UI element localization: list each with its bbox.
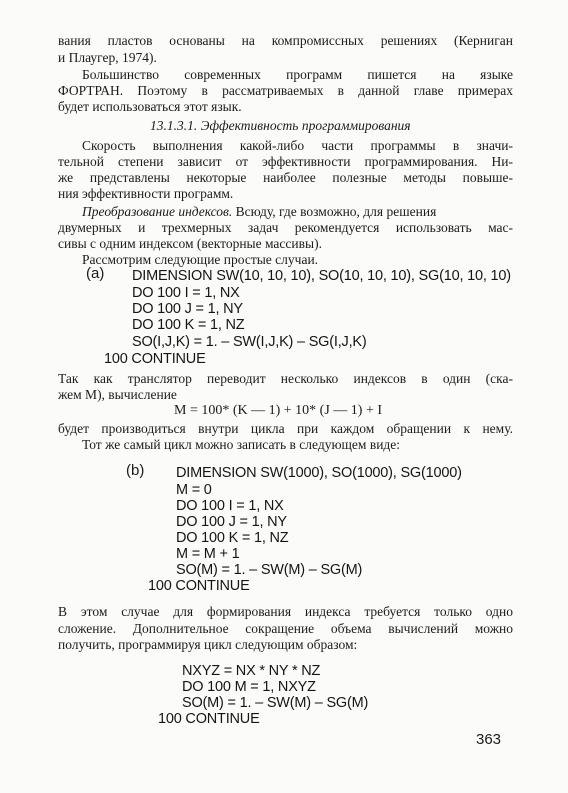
text-line: получить, программируя цикл следующим образом: bbox=[58, 637, 358, 652]
code-line: 100 CONTINUE bbox=[158, 711, 260, 727]
text-line: Скорость выполнения какой-либо части программы в значи- bbox=[82, 138, 513, 153]
code-line: DO 100 K = 1, NZ bbox=[176, 530, 289, 546]
text-line: ния эффективности программ. bbox=[58, 186, 234, 201]
code-line: M = M + 1 bbox=[176, 546, 240, 562]
text-line: В этом случае для формирования индекса требуется только одно bbox=[58, 604, 513, 619]
text-line: сложение. Дополнительное сокращение объема вычислений можно bbox=[58, 621, 513, 636]
text-line: ФОРТРАН. Поэтому в рассматриваемых в данной главе примерах bbox=[58, 83, 513, 98]
text-line: вания пластов основаны на компромиссных решениях (Керниган bbox=[58, 33, 513, 48]
text-line: будет использоваться этот язык. bbox=[58, 99, 242, 114]
code-line: DIMENSION SW(10, 10, 10), SO(10, 10, 10), SG(10, 10, 10) bbox=[132, 268, 511, 284]
code-line: M = 0 bbox=[176, 482, 212, 498]
code-line: DO 100 J = 1, NY bbox=[176, 514, 287, 530]
page-number: 363 bbox=[476, 731, 502, 748]
text-line: жем M), вычисление bbox=[58, 387, 177, 402]
text-line: Рассмотрим следующие простые случаи. bbox=[82, 252, 319, 267]
code-line: DO 100 I = 1, NX bbox=[176, 498, 284, 514]
text-line: же представлены некоторые наиболее полезные методы повыше- bbox=[58, 170, 513, 185]
code-line: DO 100 M = 1, NXYZ bbox=[182, 679, 316, 695]
code-line: SO(M) = 1. – SW(M) – SG(M) bbox=[176, 562, 363, 578]
section-heading: 13.1.3.1. Эффективность программирования bbox=[150, 118, 411, 133]
code-line: DO 100 K = 1, NZ bbox=[132, 317, 245, 333]
text-line: Большинство современных программ пишется на языке bbox=[82, 67, 513, 82]
text-line: будет производиться внутри цикла при каждом обращении к нему. bbox=[58, 421, 513, 436]
code-line: DO 100 J = 1, NY bbox=[132, 301, 243, 317]
italic-term: Преобразование индексов. bbox=[82, 204, 233, 219]
code-line: 100 CONTINUE bbox=[104, 351, 206, 367]
formula: M = 100* (K — 1) + 10* (J — 1) + I bbox=[174, 403, 383, 418]
code-line: DO 100 I = 1, NX bbox=[132, 285, 240, 301]
code-line: DIMENSION SW(1000), SO(1000), SG(1000) bbox=[176, 465, 462, 481]
text-line: Тот же самый цикл можно записать в следующем виде: bbox=[82, 437, 401, 452]
text-line bbox=[82, 204, 513, 220]
text-line: двумерных и трехмерных задач рекомендуется использовать мас- bbox=[58, 220, 513, 235]
text-span: Всюду, где возможно, для решения bbox=[232, 204, 437, 219]
text-line: сивы с одним индексом (векторные массивы). bbox=[58, 236, 322, 251]
text-line: тельной степени зависит от эффективности программирования. Ни- bbox=[58, 154, 513, 169]
text-line: и Плаугер, 1974). bbox=[58, 50, 157, 65]
code-line: NXYZ = NX * NY * NZ bbox=[182, 663, 321, 679]
code-line: SO(I,J,K) = 1. – SW(I,J,K) – SG(I,J,K) bbox=[132, 334, 367, 350]
text-line: Так как транслятор переводит несколько индексов в один (ска- bbox=[58, 371, 513, 386]
code-line: SO(M) = 1. – SW(M) – SG(M) bbox=[182, 695, 369, 711]
code-label-b: (b) bbox=[126, 462, 145, 479]
code-label-a: (a) bbox=[86, 265, 105, 282]
code-line: 100 CONTINUE bbox=[148, 578, 250, 594]
